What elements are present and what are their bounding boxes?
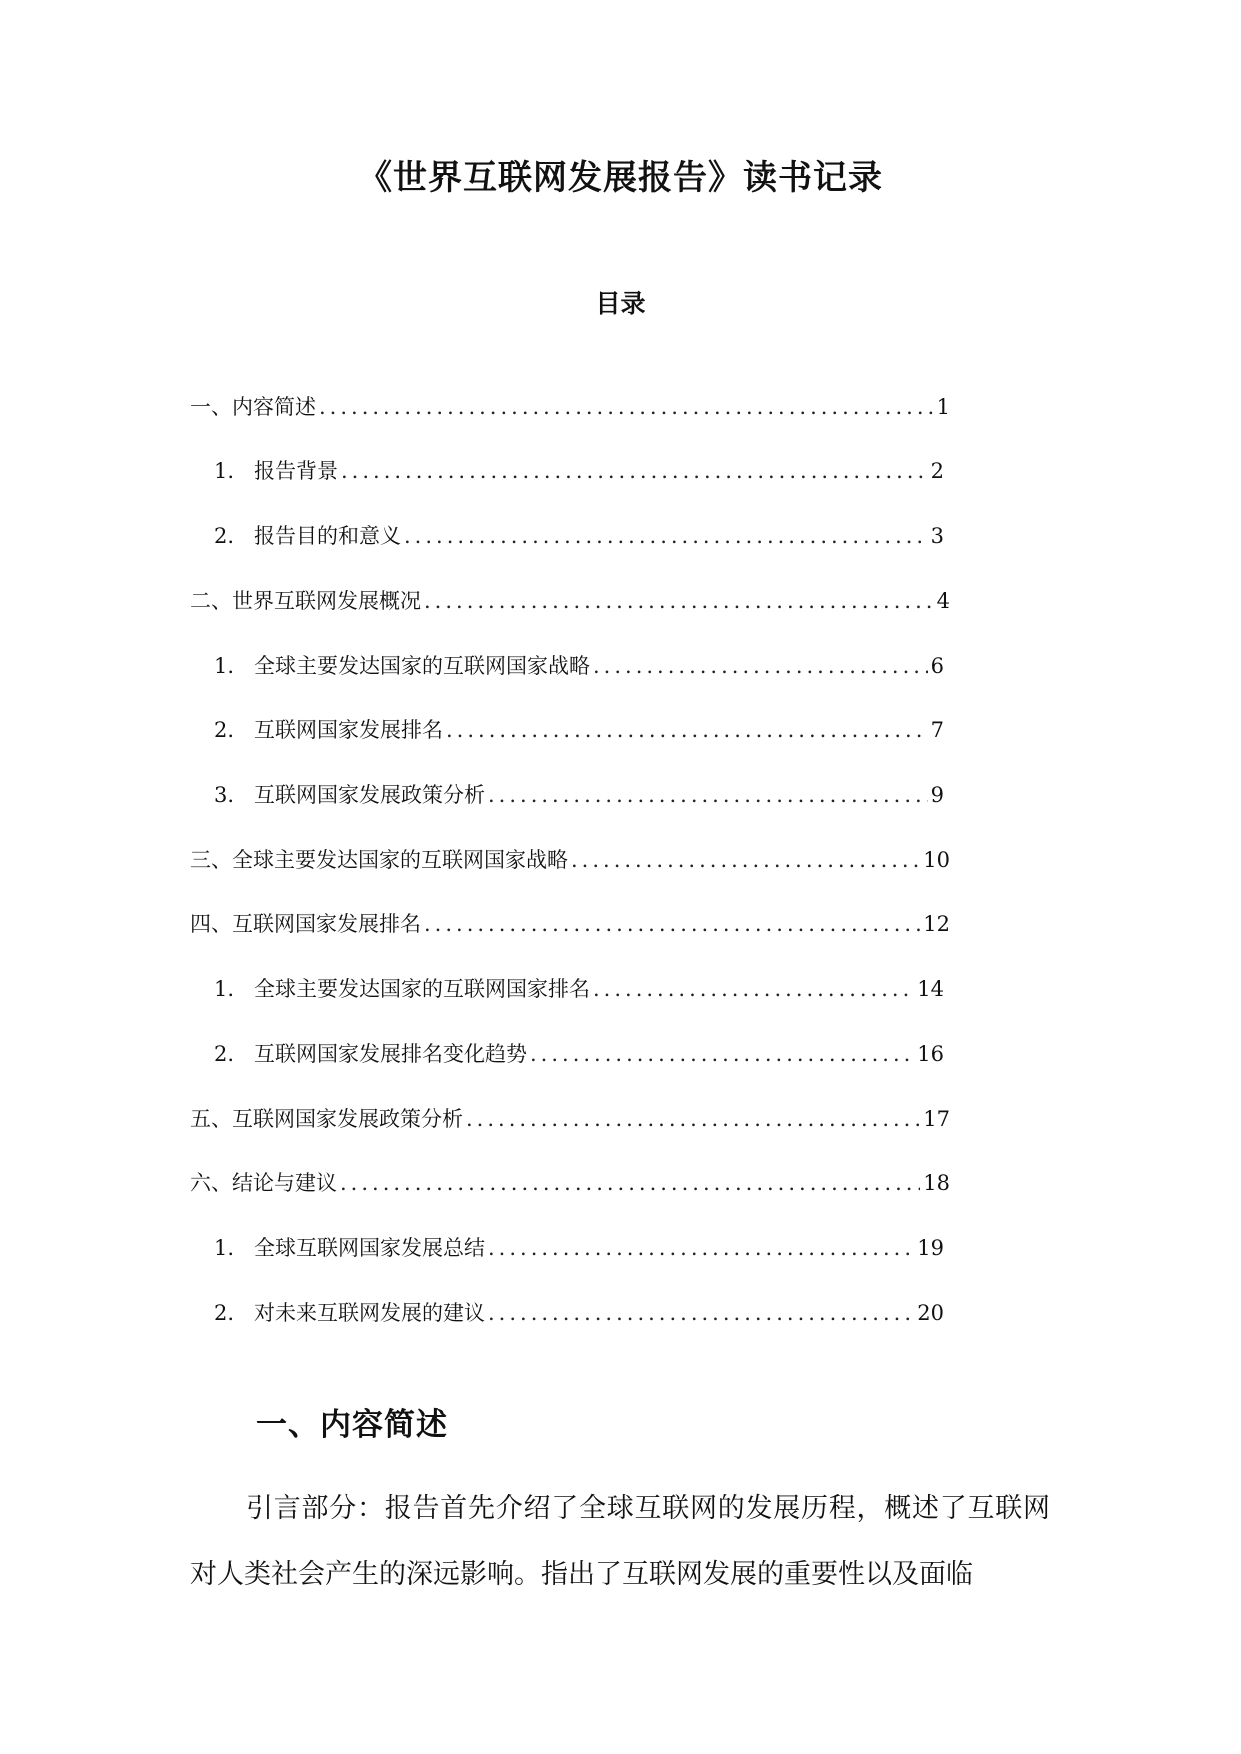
toc-entry-number: 2. — [214, 1042, 235, 1066]
toc-leader-dots — [593, 651, 928, 681]
toc-entry-number: 3. — [214, 783, 235, 807]
toc-leader-dots — [424, 586, 934, 616]
toc-entry-page: 9 — [930, 783, 944, 807]
toc-entry[interactable] — [190, 1104, 950, 1134]
toc-entry-text: 二、世界互联网发展概况 — [190, 589, 421, 613]
toc-entry-page: 20 — [917, 1301, 944, 1325]
toc-entry-text: 四、互联网国家发展排名 — [190, 912, 421, 936]
toc-entry-text: 报告目的和意义 — [254, 524, 401, 548]
toc-heading: 目录 — [595, 289, 646, 318]
toc-entry-text: 全球互联网国家发展总结 — [254, 1236, 485, 1260]
toc-entry-number: 2. — [214, 718, 235, 742]
toc-entry-text: 三、全球主要发达国家的互联网国家战略 — [190, 848, 568, 872]
toc-entry[interactable] — [214, 651, 944, 681]
toc-entry-number: 1. — [214, 1236, 235, 1260]
toc-entry[interactable] — [214, 974, 944, 1004]
toc-leader-dots — [424, 909, 920, 939]
toc-entry-page: 14 — [917, 977, 944, 1001]
toc-entry[interactable] — [214, 521, 944, 551]
toc-leader-dots — [340, 1168, 920, 1198]
toc-entry-text: 互联网国家发展排名 — [254, 718, 443, 742]
toc-entry[interactable] — [214, 715, 944, 745]
toc-leader-dots — [341, 456, 928, 486]
section-heading: 一、内容简述 — [256, 1407, 448, 1443]
toc-entry-number: 2. — [214, 524, 235, 548]
toc-entry-page: 17 — [923, 1107, 950, 1131]
toc-entry[interactable] — [190, 392, 950, 422]
toc-leader-dots — [319, 392, 934, 422]
toc-entry-page: 7 — [930, 718, 944, 742]
toc-entry[interactable] — [214, 1039, 944, 1069]
toc-entry[interactable] — [214, 780, 944, 810]
toc-entry-page: 6 — [930, 654, 944, 678]
toc-entry-page: 19 — [917, 1236, 944, 1260]
toc-entry-page: 1 — [936, 395, 950, 419]
toc-entry-page: 3 — [930, 524, 944, 548]
toc-entry-text: 五、互联网国家发展政策分析 — [190, 1107, 463, 1131]
toc-entry-text: 互联网国家发展政策分析 — [254, 783, 485, 807]
toc-leader-dots — [530, 1039, 914, 1069]
toc-entry-text: 报告背景 — [254, 459, 338, 483]
toc-entry-text: 全球主要发达国家的互联网国家排名 — [254, 977, 590, 1001]
document-title: 《世界互联网发展报告》读书记录 — [358, 158, 883, 198]
toc-entry[interactable] — [190, 909, 950, 939]
toc-leader-dots — [404, 521, 928, 551]
toc-entry-text: 对未来互联网发展的建议 — [254, 1301, 485, 1325]
toc-entry-text: 一、内容简述 — [190, 395, 316, 419]
toc-leader-dots — [571, 845, 920, 875]
toc-entry-text: 全球主要发达国家的互联网国家战略 — [254, 654, 590, 678]
toc-leader-dots — [446, 715, 928, 745]
toc-leader-dots — [466, 1104, 920, 1134]
toc-entry-number: 1. — [214, 654, 235, 678]
toc-entry[interactable] — [190, 845, 950, 875]
body-paragraph: 引言部分：报告首先介绍了全球互联网的发展历程，概述了互联网对人类社会产生的深远影响。指出了互联网发展的重要性以及面临 — [190, 1493, 1050, 1590]
toc-entry[interactable] — [190, 1168, 950, 1198]
toc-entry-page: 10 — [923, 848, 950, 872]
toc-entry-page: 12 — [923, 912, 950, 936]
toc-leader-dots — [488, 1298, 914, 1328]
toc-entry-text: 六、结论与建议 — [190, 1171, 337, 1195]
toc-entry-number: 1. — [214, 459, 235, 483]
toc-leader-dots — [593, 974, 914, 1004]
toc-entry[interactable] — [214, 1233, 944, 1263]
toc-entry-number: 1. — [214, 977, 235, 1001]
toc-entry-page: 4 — [936, 589, 950, 613]
toc-leader-dots — [488, 780, 928, 810]
toc-entry[interactable] — [214, 456, 944, 486]
toc-entry-page: 16 — [917, 1042, 944, 1066]
toc-entry[interactable] — [214, 1298, 944, 1328]
toc-entry[interactable] — [190, 586, 950, 616]
toc-entry-number: 2. — [214, 1301, 235, 1325]
toc-entry-page: 18 — [923, 1171, 950, 1195]
toc-leader-dots — [488, 1233, 914, 1263]
toc-entry-page: 2 — [930, 459, 944, 483]
toc-entry-text: 互联网国家发展排名变化趋势 — [254, 1042, 527, 1066]
